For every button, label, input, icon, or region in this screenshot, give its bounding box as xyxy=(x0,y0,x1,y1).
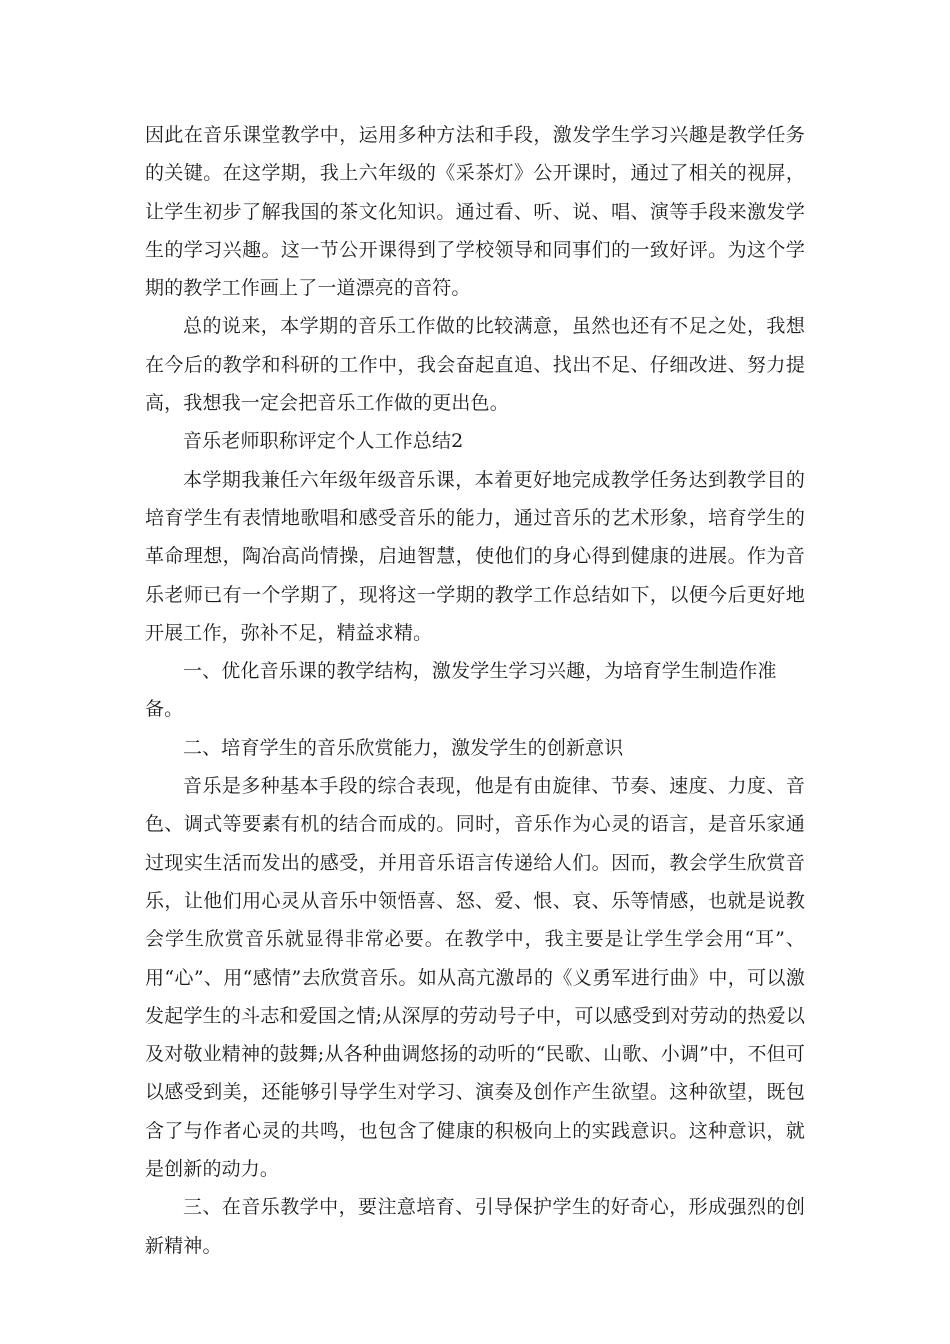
paragraph-1: 因此在音乐课堂教学中，运用多种方法和手段，激发学生学习兴趣是教学任务的关键。在这学期，我上六年级的《采茶灯》公开课时，通过了相关的视屏，让学生初步了解我国的茶文化知识。通过看、听、说、唱、演等手段来激发学生的学习兴趣。这一节公开课得到了学校领导和同事们的一致好评。为这个学期的教学工作画上了一道漂亮的音符。 xyxy=(145,124,805,300)
point-one: 一、优化音乐课的教学结构，激发学生学习兴趣，为培育学生制造作准备。 xyxy=(145,660,777,721)
section-title: 音乐老师职称评定个人工作总结2 xyxy=(183,430,464,453)
point-three: 三、在音乐教学中，要注意培育、引导保护学生的好奇心，形成强烈的创新精神。 xyxy=(145,1196,805,1257)
point-two: 二、培育学生的音乐欣赏能力，激发学生的创新意识 xyxy=(183,736,624,759)
document-page xyxy=(145,116,805,1265)
paragraph-4: 本学期我兼任六年级年级音乐课，本着更好地完成教学任务达到教学目的培育学生有表情地歌唱和感受音乐的能力，通过音乐的艺术形象，培育学生的革命理想，陶冶高尚情操，启迪智慧，使他们的身心得到健康的进展。作为音乐老师已有一个学期了，现将这一学期的教学工作总结如下，以便今后更好地开展工作，弥补不足，精益求精。 xyxy=(145,468,805,644)
paragraph-7: 音乐是多种基本手段的综合表现，他是有由旋律、节奏、速度、力度、音色、调式等要素有机的结合而成的。同时，音乐作为心灵的语言，是音乐家通过现实生活而发出的感受，并用音乐语言传递给人们。因而，教会学生欣赏音乐，让他们用心灵从音乐中领悟喜、怒、爱、恨、哀、乐等情感，也就是说教会学生欣赏音乐就显得非常必要。在教学中，我主要是让学生学会用“耳”、用“心”、用“感情”去欣赏音乐。如从高亢激昂的《义勇军进行曲》中，可以激发起学生的斗志和爱国之情;从深厚的劳动号子中，可以感受到对劳动的热爱以及对敬业精神的鼓舞;从各种曲调悠扬的动听的“民歌、山歌、小调”中，不但可以感受到美，还能够引导学生对学习、演奏及创作产生欲望。这种欲望，既包含了与作者心灵的共鸣，也包含了健康的积极向上的实践意识。这种意识，就是创新的动力。 xyxy=(145,775,805,1181)
paragraph-2: 总的说来，本学期的音乐工作做的比较满意，虽然也还有不足之处，我想在今后的教学和科研的工作中，我会奋起直追、找出不足、仔细改进、努力提高，我想我一定会把音乐工作做的更出色。 xyxy=(145,315,805,415)
